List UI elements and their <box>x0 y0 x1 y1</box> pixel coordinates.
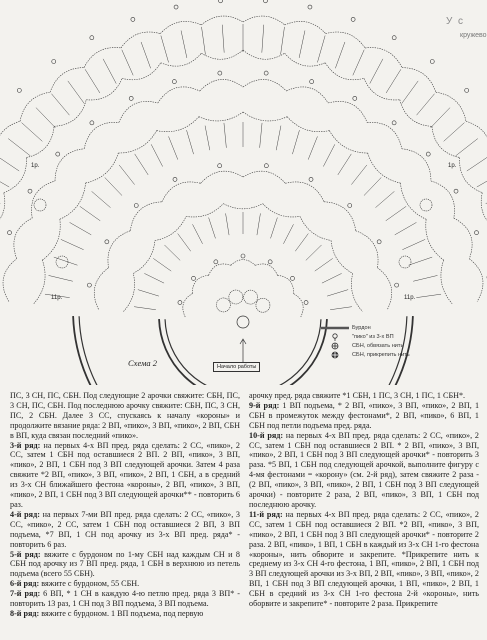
outer-stitch <box>85 69 100 93</box>
middle-arch <box>469 259 483 302</box>
outer-chain-arch <box>0 121 20 154</box>
inner-stitch <box>257 213 260 235</box>
text-column-left <box>10 391 240 637</box>
inner-picot <box>395 283 399 287</box>
middle-arch <box>32 181 55 218</box>
middle-stitch <box>70 222 92 234</box>
inner-picot <box>309 177 313 181</box>
middle-arch <box>286 87 328 103</box>
middle-inner-arch <box>368 153 401 183</box>
inner-stitch <box>153 258 171 271</box>
inner-stitch <box>315 258 333 271</box>
middle-stitch <box>169 136 178 159</box>
row-instructions: ПС, 3 СН, ПС, СБН. Под следующие 2 арочки свяжите: СБН, ПС, 3 СН, ПС, СБН. Под последнюю арочку свяжите: СБН, ПС, 3 СН, ПС, 2 СБН. Далее 3 СС, спускаясь к началу «короны» и продолжите вязание ряда: 2 ВП, «пико», 3 ВП, «пико», 2 ВП, СБН в ВП, куда связан последний «пико». <box>10 391 240 440</box>
inner-stitch <box>322 273 342 283</box>
middle-stitch <box>351 165 366 185</box>
outer-stitch <box>8 139 30 156</box>
inner-picot <box>87 283 91 287</box>
middle-stitch <box>416 294 441 297</box>
outer-inner-arch <box>325 63 364 80</box>
outer-picot <box>263 0 267 3</box>
middle-stitch <box>105 177 122 195</box>
middle-arch <box>158 87 200 103</box>
outer-stitch <box>444 123 465 142</box>
row-heading: 9-й ряд: <box>249 400 280 410</box>
instruction-paragraph <box>249 510 479 609</box>
legend-item: "пико" из 3-х ВП <box>318 332 486 341</box>
inner-inner-arch <box>263 204 300 217</box>
row-instructions: арочку пред. ряда свяжите *1 СБН, 1 ПС, 3 СН, 1 ПС, 1 СБН*. <box>249 391 466 400</box>
inner-inner-arch <box>186 204 223 217</box>
outer-picot <box>430 59 434 63</box>
center-arch <box>277 275 293 293</box>
outer-inner-arch <box>432 126 460 157</box>
middle-picot <box>28 189 32 193</box>
outer-inner-arch <box>122 63 161 80</box>
outer-stitch <box>402 81 418 104</box>
instruction-paragraph <box>10 589 240 609</box>
row-instructions: 1 ВП подъема, * 2 ВП, «пико», 3 ВП, «пико», 2 ВП, 1 СБН в промежуток между фестонами*, 2 ВП, «пико», 6 ВП, 1 СБН под петли подъема пред. ряда. <box>249 400 479 430</box>
middle-arch <box>3 259 17 302</box>
row-label-inner-left: 11р. <box>51 295 63 301</box>
outer-inner-arch <box>54 100 86 127</box>
center-picot <box>290 276 294 280</box>
inner-arch <box>130 202 162 231</box>
outer-picot <box>465 88 469 92</box>
instruction-paragraph <box>10 391 240 441</box>
center-arch <box>209 264 231 275</box>
start-label: Начало работы <box>213 362 260 372</box>
outer-picot <box>52 59 56 63</box>
outer-inner-arch <box>86 78 122 100</box>
instruction-paragraph <box>249 391 479 401</box>
inner-arch <box>377 268 391 310</box>
inner-stitch <box>330 307 352 310</box>
inner-arch <box>243 171 285 183</box>
center-picot <box>241 254 245 258</box>
inner-arch <box>94 268 108 310</box>
outer-stitch <box>68 81 84 104</box>
outer-stitch <box>141 42 151 68</box>
row-heading: 3-й ряд: <box>10 440 41 450</box>
center-petal <box>256 298 270 312</box>
middle-inner-arch <box>157 117 199 132</box>
middle-stitch <box>80 206 100 220</box>
sc-attach-icon <box>318 351 352 359</box>
middle-picot <box>56 152 60 156</box>
outer-picot <box>17 88 21 92</box>
middle-arch <box>328 101 367 122</box>
middle-arch <box>454 218 472 259</box>
outer-stitch <box>161 36 169 63</box>
center-arch <box>231 260 255 266</box>
row-heading: 4-й ряд: <box>10 509 40 519</box>
middle-stitch <box>413 275 437 281</box>
middle-stitch <box>187 130 194 154</box>
middle-picot <box>454 189 458 193</box>
middle-inner-arch <box>118 131 156 153</box>
inner-stitch <box>209 218 216 239</box>
middle-stitch <box>386 206 406 220</box>
inner-arch <box>285 182 324 202</box>
outer-chain-arch <box>20 92 50 121</box>
middle-stitch <box>92 191 111 207</box>
outer-picot <box>392 36 396 40</box>
middle-picot <box>474 231 478 235</box>
center-arch <box>255 264 277 275</box>
outer-stitch <box>22 123 43 142</box>
side-loop <box>399 256 411 268</box>
instruction-paragraph <box>10 510 240 550</box>
inner-inner-arch <box>123 273 134 311</box>
outer-inner-arch <box>161 53 202 66</box>
center-arch <box>192 275 208 293</box>
row-label-inner-right: 11р. <box>404 295 416 301</box>
side-loop <box>56 256 68 268</box>
row-instructions: на первых 4-х ВП пред. ряда сделать: 2 СС, «пико», 2 СС, затем 1 СБН под оставшиеся 2 ВП. 2 ВП, «пико», 3 ВП, «пико», 2 ВП, 1 СБН под 3 ВП следующей арочки. Затем 4 раза свяжите *2 ВП, «пико», 3 ВП, «пико», 2 ВП, 1 СБН, а в средний из 3-х СН ближайшего фестона «короны», 2 ВП, «пико», 3 ВП, «пико», 2 ВП, 1 СБН под 3 ВП следующей арочки** - повторить 6 раз. <box>10 440 240 509</box>
instruction-paragraph <box>10 609 240 619</box>
inner-picot <box>173 177 177 181</box>
corner-letter: У <box>446 16 453 27</box>
row-heading: 6-й ряд: <box>10 579 40 589</box>
inner-stitch <box>271 218 278 239</box>
outer-picot <box>219 0 223 3</box>
outer-stitch <box>0 173 9 187</box>
outer-stitch <box>0 155 19 171</box>
center-picot <box>304 301 308 305</box>
inner-arch <box>356 231 378 268</box>
inner-stitch <box>134 307 156 310</box>
middle-stitch <box>151 144 162 166</box>
outer-stitch <box>353 50 364 76</box>
instruction-paragraph <box>10 550 240 580</box>
outer-stitch <box>386 69 401 93</box>
row-instructions: на первых 4-х ВП пред. ряда сделать: 2 СС, «пико», 2 СС, затем 1 СБН под оставшиеся 2 ВП. * 2 ВП, «пико», 3 ВП, «пико», 2 ВП, 1 СБН под 3 ВП следующей арочки* - повторить 3 раза. *5 ВП, 1 СБН под следующей арочкой, выполните фигуру с 4-мя фестонами = «корону» (см. 2-й ряд), затем свяжите 2 раза - (2 ВП, «пико», 3 ВП, «пико», 2 ВП, 1 СБН под 3 ВП следующей арочки) - повторите 2 раза, 2 ВП, «пико», 3 ВП, 1 СБН под последнюю арочку. <box>249 430 479 509</box>
inner-stitch <box>144 273 164 283</box>
outer-stitch <box>317 36 325 63</box>
outer-stitch <box>456 139 478 156</box>
outer-inner-arch <box>0 193 5 231</box>
row-instructions: вяжите с бурдоном, 55 СБН. <box>39 579 140 589</box>
inner-inner-arch <box>300 216 331 240</box>
outer-inner-arch <box>364 78 400 100</box>
outer-chain-arch <box>326 32 365 48</box>
outer-stitch <box>103 59 116 84</box>
inner-stitch <box>138 290 159 296</box>
instruction-paragraph <box>10 441 240 510</box>
middle-inner-arch <box>426 219 444 260</box>
legend <box>318 323 486 359</box>
row-heading: 11-й ряд: <box>249 509 283 519</box>
middle-arch <box>431 181 454 218</box>
middle-arch <box>119 101 158 122</box>
outer-chain-arch <box>201 16 243 25</box>
inner-stitch <box>226 213 229 235</box>
inner-stitch <box>306 245 322 260</box>
outer-inner-arch <box>201 50 243 59</box>
middle-picot <box>218 71 222 75</box>
center-arch <box>183 294 193 317</box>
middle-stitch <box>402 239 425 249</box>
outer-stitch <box>335 42 345 68</box>
inner-stitch <box>327 290 348 296</box>
middle-picot <box>310 80 314 84</box>
inner-picot <box>264 164 268 168</box>
middle-arch <box>200 79 243 91</box>
row-heading: 7-й ряд: <box>10 589 41 599</box>
outer-chain-arch <box>121 32 160 48</box>
middle-inner-arch <box>42 219 60 260</box>
row-label-outer-right: 1р. <box>448 163 457 169</box>
instructions-text <box>10 391 480 637</box>
middle-stitch <box>338 154 352 175</box>
center-picot <box>214 260 218 264</box>
cord-line-icon <box>318 325 352 331</box>
row-instructions: на первых 4-х ВП пред. ряда сделать: 2 СС, «пико», 2 СС, затем 1 СБН под оставшиеся 2 ВП. *2 ВП, «пико», 3 ВП, «пико», 2 ВП, 1 СБН под 3 ВП следующей арочки* - повторите 2 раза. 2 ВП, «пико», 1 ВП, 1 СБН в каждый из 3-х СН 1-го фестона «короны», нить обворите и закрепите. *Прикрепите нить к среднему из 3-х СН 4-го фестона, 1 ВП, «пико», 2 ВП, 1 СБН под 3 ВП следующей арочки из 3-х ВП, 2 ВП, «пико», 3 ВП, «пико», 2 ВП, 1 СБН под 3 ВП следующей арочки, 1 ВП, «пико», 2 ВП, 1 СБН в средний из 3-х СН 1-го фестона 2-й «короны», нить оборвите и закрепите* - повторите 2 раза. Прикрепите <box>249 509 479 609</box>
middle-stitch <box>119 165 134 185</box>
middle-stitch <box>48 275 72 281</box>
row-instructions: вяжите с бурдоном. 1 ВП подъема, под первую <box>39 608 204 618</box>
outer-stitch <box>417 94 435 115</box>
outer-chain-arch <box>365 48 402 68</box>
inner-inner-arch <box>351 273 362 311</box>
outer-stitch <box>477 173 487 187</box>
row-instructions: вяжите с бурдоном по 1-му СБН над каждым СН и 8 СБН под арочку из 7 ВП пред. ряда, 1 СБН в верхнюю из петель подъема (всего 55 СБН). <box>10 549 240 579</box>
middle-stitch <box>276 126 281 151</box>
inner-arch <box>108 231 130 268</box>
middle-stitch <box>323 144 334 166</box>
outer-chain-arch <box>243 16 285 25</box>
row-instructions: на первых 7-ми ВП пред. ряда сделать: 2 СС, «пико», 3 СС, «пико», 2 СС, затем 1 СБН под оставшиеся 2 ВП, 3 ВП подъема, *7 ВП, 1 СН под арочку из 3-х ВП пред. ряда* - повторить 6 раз. <box>10 509 240 549</box>
side-loop <box>420 199 432 211</box>
middle-arch <box>367 122 402 148</box>
middle-stitch <box>308 136 317 159</box>
middle-inner-arch <box>400 183 426 219</box>
middle-arch <box>84 122 119 148</box>
corner-letter: с <box>458 16 463 27</box>
middle-arch <box>14 218 32 259</box>
instruction-paragraph <box>10 579 240 589</box>
outer-inner-arch <box>481 193 487 231</box>
outer-chain-arch <box>84 48 121 68</box>
outer-stitch <box>281 27 285 55</box>
outer-stitch <box>202 27 206 55</box>
row-instructions: 6 ВП, * 1 СН в каждую 4-ю петлю пред. ряда 3 ВП* - повторить 13 раз, 1 СН под 3 ВП подъема, 3 ВП подъема. <box>10 589 240 609</box>
middle-picot <box>264 71 268 75</box>
middle-stitch <box>292 130 299 154</box>
outer-stitch <box>222 25 224 53</box>
inner-inner-arch <box>133 241 155 274</box>
sc-wrap-icon <box>318 342 352 350</box>
outer-inner-arch <box>243 50 285 59</box>
inner-picot <box>218 164 222 168</box>
center-picot <box>268 260 272 264</box>
outer-stitch <box>467 155 487 171</box>
legend-item: СБН, прикрепить нить <box>318 350 486 359</box>
row-heading: 5-й ряд: <box>10 549 41 559</box>
outer-inner-arch <box>285 53 326 66</box>
corner-word: кружево <box>460 32 487 39</box>
outer-stitch <box>181 31 187 58</box>
middle-stitch <box>375 191 394 207</box>
middle-stitch <box>205 126 210 151</box>
outer-stitch <box>299 31 305 58</box>
middle-stitch <box>409 257 433 265</box>
outer-picot <box>174 5 178 9</box>
middle-inner-arch <box>60 183 86 219</box>
legend-item: СБН, обвязать нить <box>318 341 486 350</box>
inner-arch <box>162 182 201 202</box>
schema-title: Схема 2 <box>128 358 158 368</box>
outer-stitch <box>36 108 55 128</box>
inner-inner-arch <box>223 204 262 209</box>
middle-picot <box>426 152 430 156</box>
middle-stitch <box>395 222 417 234</box>
inner-stitch <box>283 224 293 244</box>
middle-picot <box>353 96 357 100</box>
middle-stitch <box>364 177 381 195</box>
middle-stitch <box>135 154 149 175</box>
inner-picot <box>348 204 352 208</box>
middle-inner-arch <box>441 260 452 304</box>
center-petal <box>244 290 258 304</box>
middle-inner-arch <box>243 112 287 121</box>
outer-picot <box>90 36 94 40</box>
middle-stitch <box>224 123 226 148</box>
outer-chain-arch <box>160 21 201 33</box>
legend-item: Бурдон <box>318 323 486 332</box>
outer-chain-arch <box>285 21 326 33</box>
outer-picot <box>351 17 355 21</box>
middle-inner-arch <box>199 112 243 121</box>
outer-picot <box>131 17 135 21</box>
outer-chain-arch <box>402 68 436 93</box>
outer-stitch <box>51 94 69 115</box>
middle-picot <box>90 121 94 125</box>
center-arch <box>294 294 304 317</box>
outer-picot <box>308 5 312 9</box>
middle-arch <box>243 79 286 91</box>
text-column-right <box>249 391 479 637</box>
inner-stitch <box>192 224 202 244</box>
center-petal <box>216 298 230 312</box>
inner-picot <box>105 240 109 244</box>
inner-stitch <box>295 234 308 252</box>
middle-inner-arch <box>34 260 45 304</box>
row-heading: 10-й ряд: <box>249 430 284 440</box>
inner-picot <box>377 240 381 244</box>
middle-stitch <box>61 239 84 249</box>
center-ring <box>237 316 249 328</box>
inner-inner-arch <box>155 216 186 240</box>
outer-stitch <box>370 59 383 84</box>
inner-stitch <box>178 234 191 252</box>
middle-stitch <box>260 123 262 148</box>
outer-chain-arch <box>50 68 84 93</box>
inner-stitch <box>164 245 180 260</box>
middle-picot <box>172 80 176 84</box>
outer-stitch <box>122 50 133 76</box>
inner-arch <box>201 171 243 183</box>
middle-inner-arch <box>86 153 119 183</box>
middle-picot <box>129 96 133 100</box>
picot-icon <box>318 333 352 341</box>
outer-chain-arch <box>436 92 466 121</box>
inner-inner-arch <box>331 241 353 274</box>
middle-inner-arch <box>329 131 367 153</box>
outer-stitch <box>431 108 450 128</box>
outer-inner-arch <box>400 100 432 127</box>
middle-inner-arch <box>287 117 329 132</box>
center-picot <box>178 301 182 305</box>
middle-picot <box>8 231 12 235</box>
outer-stitch <box>262 25 264 53</box>
outer-inner-arch <box>26 126 54 157</box>
instruction-paragraph <box>249 401 479 431</box>
side-loop <box>34 199 46 211</box>
inner-arch <box>324 202 356 231</box>
row-label-outer-left: 1р. <box>31 163 40 169</box>
inner-picot <box>134 204 138 208</box>
outer-chain-arch <box>466 121 487 154</box>
middle-picot <box>392 121 396 125</box>
center-picot <box>192 276 196 280</box>
instruction-paragraph <box>249 431 479 510</box>
center-petal <box>229 290 243 304</box>
row-heading: 8-й ряд: <box>10 608 40 618</box>
